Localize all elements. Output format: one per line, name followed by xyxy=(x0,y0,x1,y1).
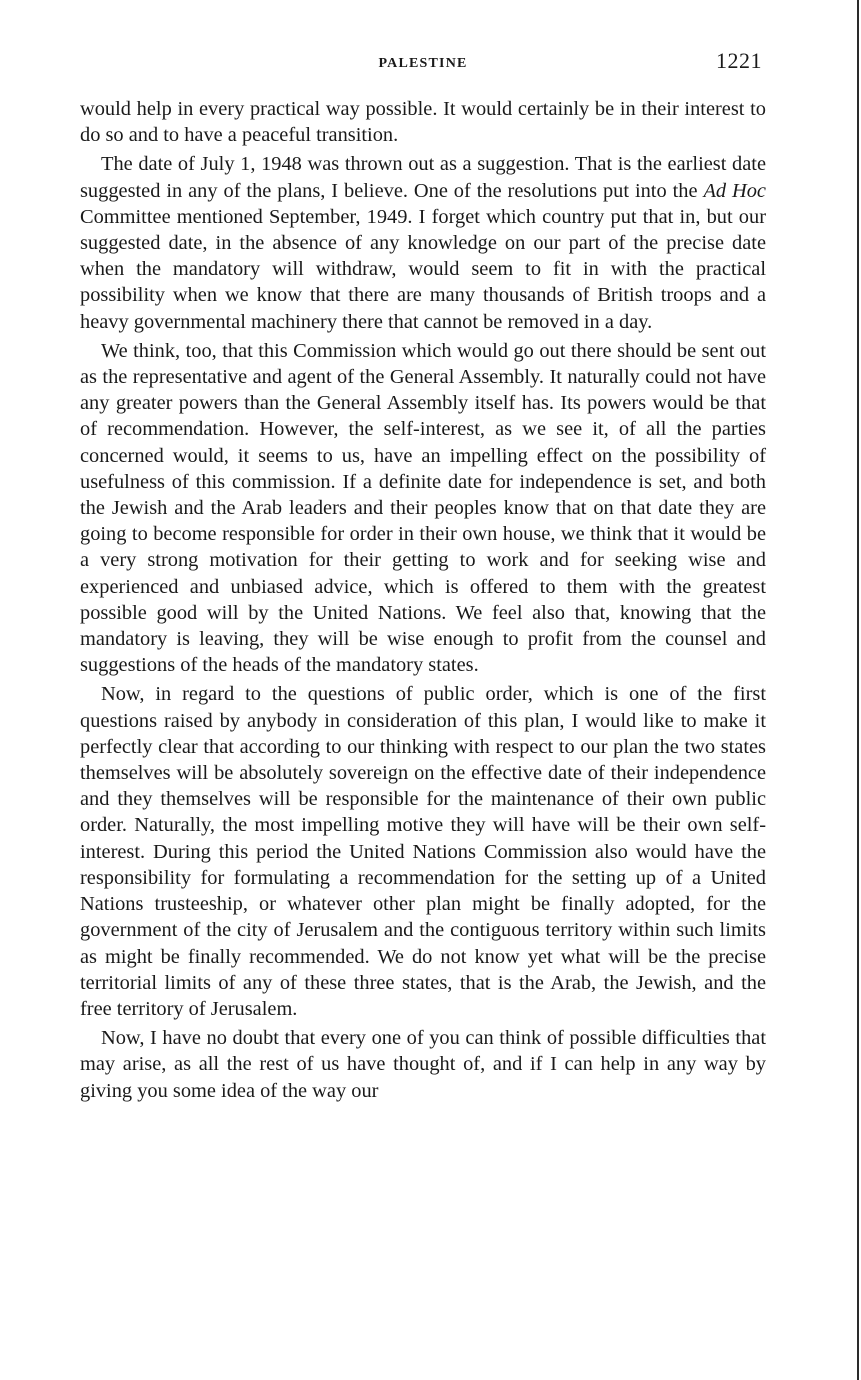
body-text xyxy=(80,96,766,1107)
paragraph-text-before-italic: The date of July 1, 1948 was thrown out as a suggestion. That is the earliest date suggested in any of the plans, I believe. One of the resolutions put into the xyxy=(80,153,766,202)
paragraph-public-order: Now, in regard to the questions of public order, which is one of the first questions raised by anybody in consideration of this plan, I would like to make it perfectly clear that according to our thinking with respect to our plan the two states themselves will be absolutely sovereign on the effective date of their independence and they themselves will be responsible for the maintenance of their own public order. Naturally, the most impelling motive they will have will be their own self-interest. During this period the United Nations Commission also would have the responsibility for formulating a recommendation for the setting up of a United Nations trusteeship, or whatever other plan might be finally adopted, for the government of the city of Jerusalem and the contiguous territory within such limits as might be finally recommended. We do not know yet what will be the precise territorial limits of any of these three states, that is the Arab, the Jewish, and the free territory of Jerusalem. xyxy=(80,683,766,1020)
running-header xyxy=(80,48,766,78)
italic-ad-hoc: Ad Hoc xyxy=(703,179,766,202)
paragraph-difficulties: Now, I have no doubt that every one of you can think of possible difficulties that may arise, as all the rest of us have thought of, and if I can help in any way by giving you some idea of the way our xyxy=(80,1027,766,1102)
paragraph-commission: We think, too, that this Commission which would go out there should be sent out as the representative and agent of the General Assembly. It naturally could not have any greater powers than the General Assembly itself has. Its powers would be that of recommendation. However, the self-interest, as we see it, of all the parties concerned would, it seems to us, have an impelling effect on the possibility of usefulness of this commission. If a definite date for independence is set, and both the Jewish and the Arab leaders and their peoples know that on that date they are going to become responsible for order in their own house, we think that it would be a very strong motivation for their getting to work and for seeking wise and experienced and unbiased advice, which is offered to them with the greatest possible good will by the United Nations. We feel also that, knowing that the mandatory is leaving, they will be wise enough to profit from the counsel and suggestions of the heads of the mandatory states. xyxy=(80,339,766,677)
scan-edge-line xyxy=(857,0,859,1380)
running-title: PALESTINE xyxy=(378,56,468,71)
page-number: 1221 xyxy=(716,48,762,73)
paragraph-text-after-italic: Committee mentioned September, 1949. I forget which country put that in, but our suggested date, in the absence of any knowledge on our part of the precise date when the mandatory will withdraw, would seem to fit in with the practical possibility when we know that there are many thousands of British troops and a heavy governmental machinery there that cannot be removed in a day. xyxy=(80,205,766,333)
paragraph-date-suggestion xyxy=(80,151,766,334)
paragraph-continuation: would help in every practical way possible. It would certainly be in their interest to do so and to have a peaceful transition. xyxy=(80,98,766,147)
